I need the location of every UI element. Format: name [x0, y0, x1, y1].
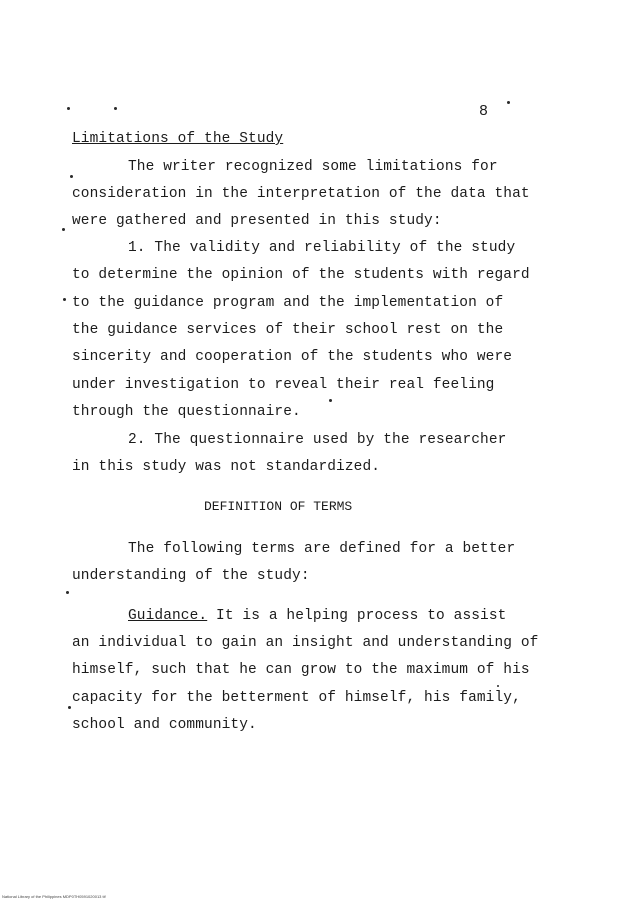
guidance-term: Guidance.	[128, 608, 208, 624]
paragraph-line: in this study was not standardized.	[72, 459, 381, 475]
paragraph-line: through the questionnaire.	[72, 404, 301, 420]
scan-speck	[66, 591, 69, 594]
paragraph-line: The writer recognized some limitations for	[128, 159, 498, 175]
paragraph-line: sincerity and cooperation of the students who were	[72, 349, 513, 365]
scan-speck	[67, 107, 70, 110]
page-number: 8	[479, 103, 489, 120]
guidance-definition-start: It is a helping process to assist	[207, 608, 507, 624]
scan-speck	[329, 399, 332, 402]
scan-speck	[63, 298, 66, 301]
scan-speck	[70, 175, 73, 178]
list-item-1: 1. The validity and reliability of the study	[128, 240, 516, 256]
definition-intro-line: understanding of the study:	[72, 568, 310, 584]
paragraph-line: were gathered and presented in this study:	[72, 213, 442, 229]
guidance-definition-line: school and community.	[72, 717, 257, 733]
list-item-2: 2. The questionnaire used by the researcher	[128, 432, 507, 448]
paragraph-line: the guidance services of their school rest on the	[72, 322, 504, 338]
scan-speck	[497, 685, 499, 687]
definition-intro-line: The following terms are defined for a better	[128, 541, 516, 557]
scan-speck	[114, 107, 117, 110]
scan-speck	[507, 101, 510, 104]
footer-scan-label: National Library of the Philippines MDP0TH0591020013 tif	[2, 894, 106, 899]
paragraph-line: to determine the opinion of the students with regard	[72, 267, 530, 283]
scan-speck	[62, 228, 65, 231]
guidance-line	[128, 607, 506, 625]
definition-heading: DEFINITION OF TERMS	[204, 499, 353, 514]
guidance-definition-line: an individual to gain an insight and understanding of	[72, 635, 539, 651]
paragraph-line: to the guidance program and the implementation of	[72, 295, 504, 311]
guidance-definition-line: capacity for the betterment of himself, his family,	[72, 690, 521, 706]
paragraph-line: under investigation to reveal their real feeling	[72, 377, 495, 393]
guidance-definition-line: himself, such that he can grow to the maximum of his	[72, 662, 530, 678]
scan-speck	[68, 706, 71, 709]
paragraph-line: consideration in the interpretation of the data that	[72, 186, 530, 202]
section-title: Limitations of the Study	[72, 131, 284, 147]
